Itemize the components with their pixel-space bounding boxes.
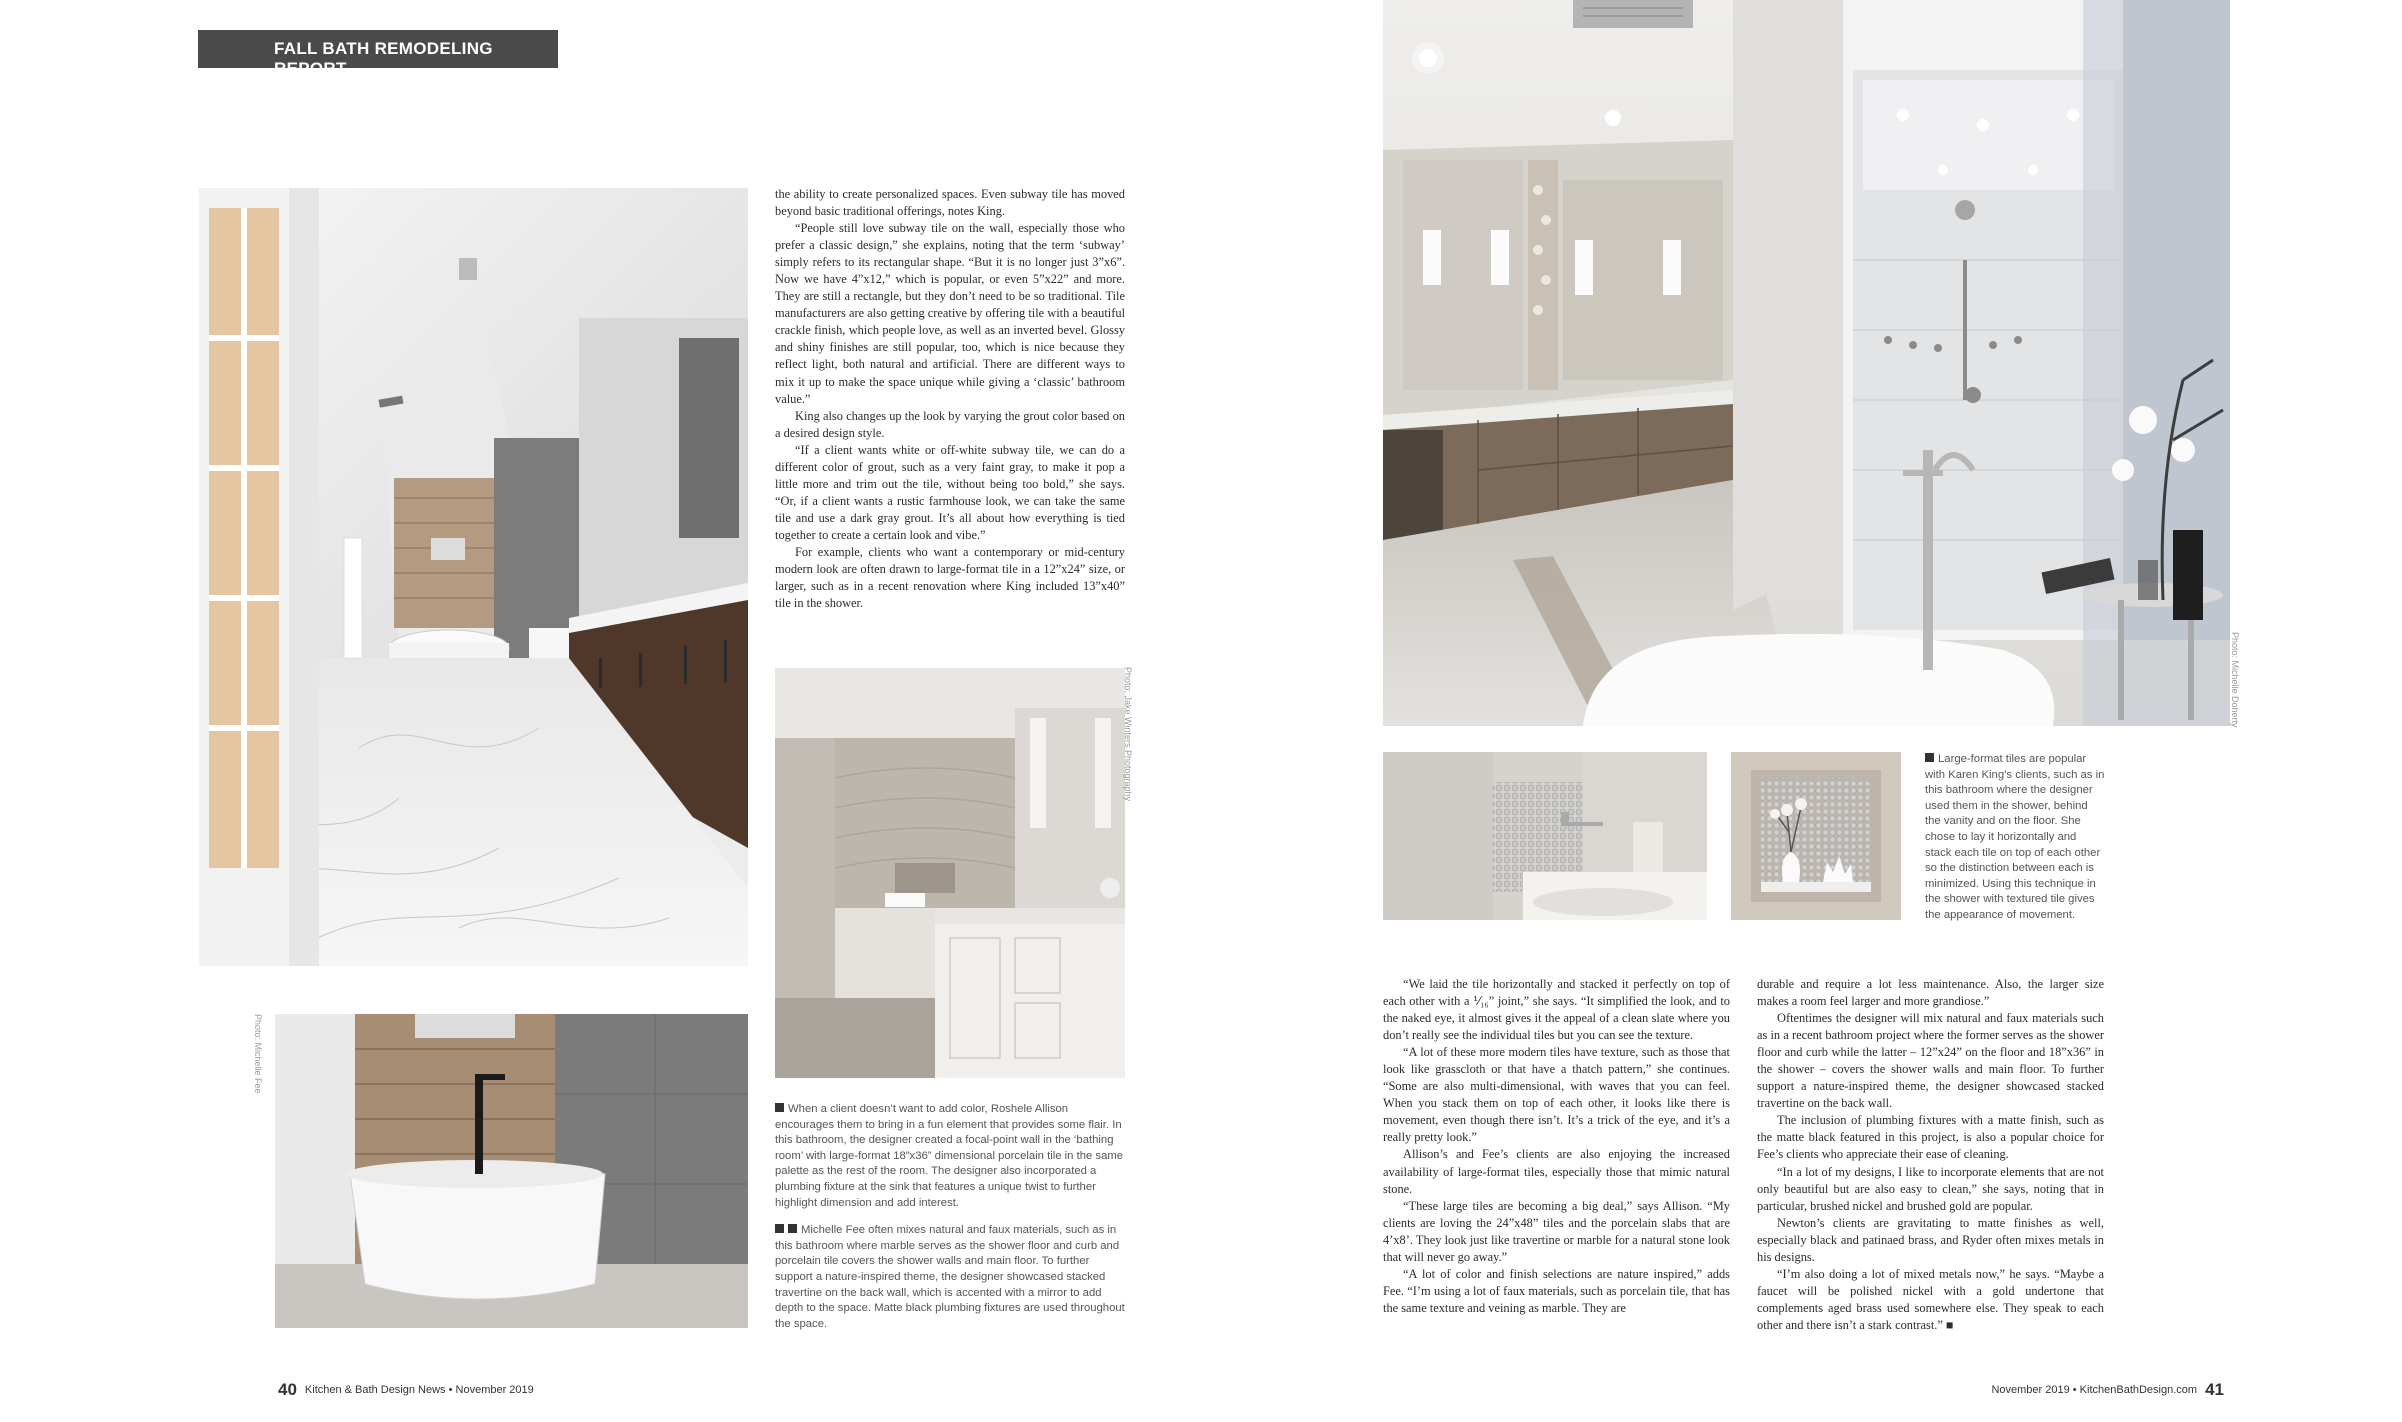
footer-right: [1991, 1380, 2232, 1400]
article-column-3: [1757, 976, 2104, 1334]
section-header: [198, 30, 558, 78]
photo-fee-bathroom-long: [199, 188, 748, 966]
footer-right-text: November 2019 • KitchenBathDesign.com: [1991, 1384, 2198, 1396]
photo-credit-allison: Photo: Jake Winters Photography: [1123, 667, 1133, 802]
paragraph: “In a lot of my designs, I like to incorporate elements that are not only beautiful but are also easy to clean,” she says, noting that in particular, brushed nickel and brushed gold are popular.: [1757, 1164, 2104, 1213]
paragraph: “If a client wants white or off-white subway tile, we can do a different color of grout, such as a very faint gray, to make it pop a little more and trim out the tile, without being too bold,” she says. “Or, if a client wants a rustic farmhouse look, we can take the same tile and use a dark gray grout. It’s all about how everything is tied together to create a certain look and vibe.”: [775, 442, 1125, 542]
caption-marker-icon: [1925, 753, 1934, 762]
photo-king-sink: [1383, 752, 1707, 920]
paragraph: Newton’s clients are gravitating to matte finishes as well, especially black and patinaed brass, and Ryder often mixes metals in his designs.: [1757, 1215, 2104, 1264]
paragraph: “These large tiles are becoming a big deal,” says Allison. “My clients are loving the 24”x48” tiles and the porcelain slabs that are 4’x8’. They look just like travertine or marble for a natural stone look that will never go away.”: [1383, 1198, 1730, 1264]
paragraph: the ability to create personalized spaces. Even subway tile has moved beyond basic traditional offerings, notes King.: [775, 187, 1125, 219]
paragraph: “I’m also doing a lot of mixed metals now,” he says. “Maybe a faucet will be polished nickel with a gold undertone that complements aged brass used somewhere else. They speak to each other and there isn’t a stark contrast.” ■: [1757, 1266, 2104, 1332]
photo-king-bathroom: [1383, 0, 2230, 726]
photo-allison-bathroom: [775, 668, 1125, 1078]
paragraph: “We laid the tile horizontally and stacked it perfectly on top of each other with a ⅟₁₆” joint,” she says. “It simplified the look, and to the naked eye, it almost gives it the appeal of a clean slate where you don’t really see the individual tiles but you can see the texture.: [1383, 977, 1730, 1043]
paragraph: For example, clients who want a contemporary or mid-century modern look are often drawn to large-format tile in a 12”x24” size, or larger, such as in a recent renovation where King included 13”x40” tile in the shower.: [775, 544, 1125, 611]
caption-king: [1925, 752, 2105, 936]
photo-fee-tub: [275, 1014, 748, 1328]
caption-marker-icon: [775, 1224, 784, 1233]
page-number-right: 41: [2205, 1380, 2224, 1399]
caption-text: Large-format tiles are popular with Karen King’s clients, such as in this bathroom where the designer used them in the shower, behind the vanity and on the floor. She chose to lay it horizontally and stack each tile on top of each other so the distinction between each is minimized. Using this technique in the shower with textured tile gives the appearance of movement.: [1925, 753, 2105, 921]
paragraph: durable and require a lot less maintenance. Also, the larger size makes a room feel larger and more grandiose.”: [1757, 977, 2104, 1009]
paragraph: King also changes up the look by varying the grout color based on a desired design style.: [775, 408, 1125, 440]
paragraph: “People still love subway tile on the wall, especially those who prefer a classic design,” she explains, noting that the term ‘subway’ simply refers to its rectangular shape. “But it is no longer just 3”x6”. Now we have 4”x12,” which is popular, or even 5”x22” and more. They are still a rectangle, but they don’t need to be so traditional. Tile manufacturers are also getting creative by offering tile with a beautiful crackle finish, which people love, as well as an inverted bevel. Glossy and shiny finishes are still popular, too, which is nice because they reflect light, both natural and artificial. There are different ways to mix it up to make the space unique while giving a ‘classic’ bathroom value.”: [775, 221, 1126, 406]
paragraph: The inclusion of plumbing fixtures with a matte finish, such as the matte black featured in this project, is also a popular choice for Fee’s clients who appreciate their ease of cleaning.: [1757, 1113, 2104, 1162]
footer-left-text: Kitchen & Bath Design News • November 2019: [304, 1384, 534, 1396]
paragraph: “A lot of these more modern tiles have texture, such as those that look like grasscloth or that have a thatch pattern,” she continues. “Some are also multi-dimensional, with waves that you can feel. When you stack them on top of each other, it looks like there is movement, even though there isn’t. It’s a trick of the eye, and it’s a really pretty look.”: [1383, 1045, 1730, 1145]
photo-king-niche: [1731, 752, 1901, 920]
captions-left: [775, 1102, 1125, 1344]
caption-text: Michelle Fee often mixes natural and faux materials, such as in this bathroom where marble serves as the shower floor and curb and porcelain tile covers the shower walls and main floor. To further support a nature-inspired theme, the designer showcased stacked travertine on the back wall, which is accented with a mirror to add depth to the space. Matte black plumbing fixtures are used throughout the space.: [775, 1224, 1125, 1330]
caption-allison: [775, 1102, 1125, 1211]
photo-credit-king: Photo: Michelle Doherty: [2230, 632, 2240, 728]
paragraph: Oftentimes the designer will mix natural and faux materials such as in a recent bathroom project where the former serves as the shower floor and curb while the latter – 12”x24” on the floor and 18”x36” in the shower – covers the shower walls and main floor. To further support a nature-inspired theme, the designer showcased stacked travertine on the back wall.: [1757, 1011, 2104, 1111]
caption-marker-icon: [775, 1103, 784, 1112]
caption-text: When a client doesn’t want to add color, Roshele Allison encourages them to bring in a fun element that provides some flair. In this bathroom, the designer created a focal-point wall in the ‘bathing room’ with large-format 18”x36” dimensional porcelain tile in the same palette as the rest of the room. The designer also incorporated a plumbing fixture at the sink that features a unique twist to further highlight dimension and add interest.: [775, 1103, 1124, 1209]
caption-king-text: [1925, 752, 2105, 924]
section-header-title: FALL BATH REMODELING REPORT: [274, 39, 493, 78]
article-column-1: [775, 186, 1125, 612]
photo-credit-fee: Photo: Michelle Fee: [253, 1014, 263, 1094]
paragraph: “A lot of color and finish selections are nature inspired,” adds Fee. “I’m using a lot of faux materials, such as porcelain tile, that has the same texture and veining as marble. They are: [1383, 1266, 1730, 1315]
caption-fee: [775, 1223, 1125, 1332]
footer-left: [270, 1380, 534, 1400]
page-number-left: 40: [278, 1380, 297, 1399]
paragraph: Allison’s and Fee’s clients are also enjoying the increased availability of large-format tiles, especially those that mimic natural stone.: [1383, 1147, 1730, 1196]
caption-marker-icon: [788, 1224, 797, 1233]
article-column-2: [1383, 976, 1730, 1317]
